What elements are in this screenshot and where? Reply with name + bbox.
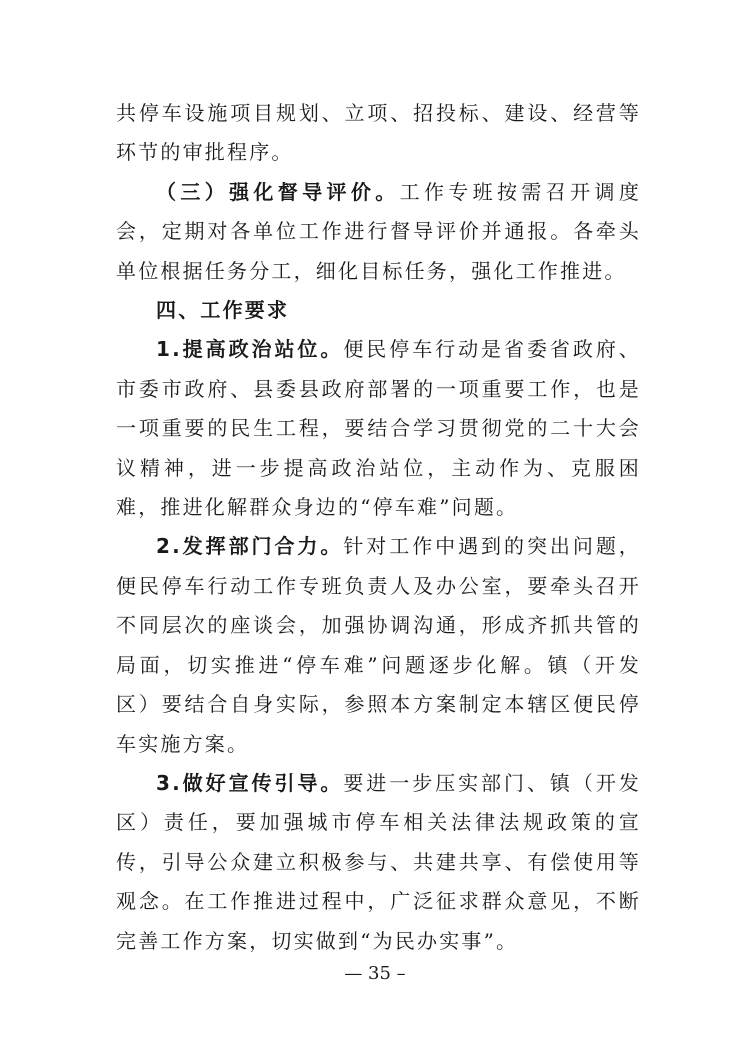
- paragraph-text: 工作专班按需召开调度会，定期对各单位工作进行督导评价并通报。各牵头单位根据任务分工，细化目标任务，强化工作推进。: [116, 179, 642, 283]
- requirement-lead: 1.提高政治站位。: [156, 337, 344, 362]
- page-number: — 35 –: [344, 963, 406, 984]
- requirement-item-1: [116, 330, 641, 527]
- paragraph-lead: （三）强化督导评价。: [156, 179, 400, 204]
- paragraph-supervision: [116, 173, 641, 291]
- requirement-item-3: [116, 764, 641, 961]
- paragraph-text: 共停车设施项目规划、立项、招投标、建设、经营等环节的审批程序。: [116, 101, 641, 165]
- requirement-text: 要进一步压实部门、镇（开发区）责任，要加强城市停车相关法律法规政策的宣传，引导公众建立积极参与、共建共享、有偿使用等观念。在工作推进过程中，广泛征求群众意见，不断完善工作方案，切实做到“为民办实事”。: [116, 770, 641, 953]
- requirement-text: 针对工作中遇到的突出问题，便民停车行动工作专班负责人及办公室，要牵头召开不同层次的座谈会，加强协调沟通，形成齐抓共管的局面，切实推进“停车难”问题逐步化解。镇（开发区）要结合自身实际，参照本方案制定本辖区便民停车实施方案。: [116, 534, 641, 756]
- requirement-text: 便民停车行动是省委省政府、市委市政府、县委县政府部署的一项重要工作，也是一项重要的民生工程，要结合学习贯彻党的二十大会议精神，进一步提高政治站位，主动作为、克服困难，推进化解群众身边的“停车难”问题。: [116, 337, 641, 520]
- requirement-lead: 2.发挥部门合力。: [156, 534, 344, 559]
- section-heading: 四、工作要求: [156, 298, 290, 323]
- paragraph-continuation: [116, 94, 641, 173]
- requirement-item-2: [116, 527, 641, 763]
- document-body: [116, 94, 641, 961]
- requirement-lead: 3.做好宣传引导。: [156, 770, 344, 795]
